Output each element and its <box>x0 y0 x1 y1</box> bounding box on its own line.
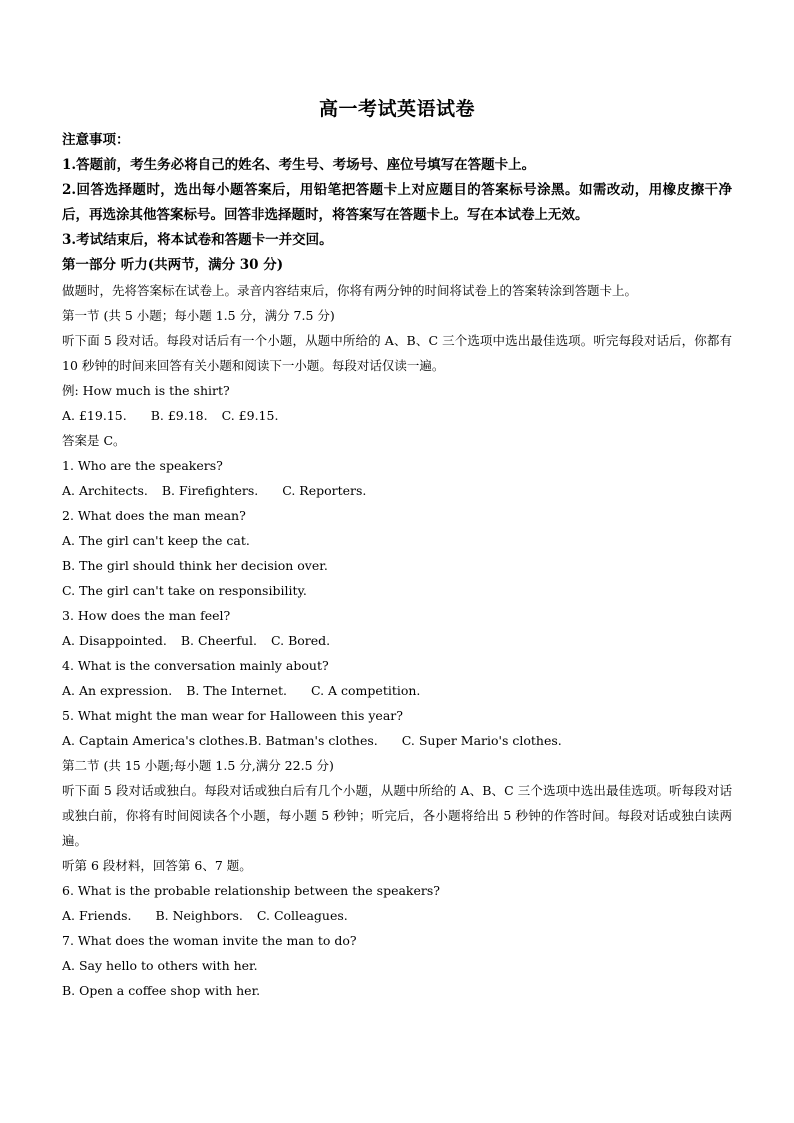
notice-item-3: 3.考试结束后，将本试卷和答题卡一并交回。 <box>62 232 333 248</box>
exam-page <box>62 96 732 1003</box>
q1-option-a: A. Architects. <box>62 483 148 498</box>
example-question: 例: How much is the shirt? <box>62 383 230 398</box>
question-4: 4. What is the conversation mainly about? <box>62 658 329 673</box>
example-option-c: C. £9.15. <box>221 408 279 423</box>
notice-item-1: 1.答题前，考生务必将自己的姓名、考生号、考场号、座位号填写在答题卡上。 <box>62 157 536 173</box>
q1-option-b: B. Firefighters. <box>161 483 259 498</box>
question-5: 5. What might the man wear for Halloween this year? <box>62 708 403 723</box>
example-option-a: A. £19.15. <box>62 408 127 423</box>
example-options <box>62 403 732 428</box>
q4-option-a: A. An expression. <box>62 683 173 698</box>
q5-option-a: A. Captain America's clothes. <box>62 733 249 748</box>
q6-option-c: C. Colleagues. <box>256 908 348 923</box>
q4-option-b: B. The Internet. <box>186 683 287 698</box>
q7-option-b: B. Open a coffee shop with her. <box>62 983 261 998</box>
example-option-b: B. £9.18. <box>150 408 208 423</box>
q2-option-b: B. The girl should think her decision over. <box>62 558 328 573</box>
q3-option-a: A. Disappointed. <box>62 633 167 648</box>
q7-option-a: A. Say hello to others with her. <box>62 958 258 973</box>
notice-heading: 注意事项： <box>62 132 130 148</box>
q6-option-a: A. Friends. <box>62 908 132 923</box>
question-5-options <box>62 728 732 753</box>
material-6-heading: 听第 6 段材料，回答第 6、7 题。 <box>62 858 252 873</box>
question-3-options <box>62 628 732 653</box>
question-2: 2. What does the man mean? <box>62 508 246 523</box>
question-1: 1. Who are the speakers? <box>62 458 223 473</box>
question-3: 3. How does the man feel? <box>62 608 231 623</box>
question-6-options <box>62 903 732 928</box>
part1-heading: 第一部分 听力(共两节，满分 30 分) <box>62 257 284 273</box>
question-1-options <box>62 478 732 503</box>
q2-option-c: C. The girl can't take on responsibility. <box>62 583 307 598</box>
q3-option-b: B. Cheerful. <box>180 633 258 648</box>
q5-option-c: C. Super Mario's clothes. <box>401 733 562 748</box>
section1-instructions: 听下面 5 段对话。每段对话后有一个小题，从题中所给的 A、B、C 三个选项中选出最佳选项。听完每段对话后，你都有 10 秒钟的时间来回答有关小题和阅读下一小题。每段对话仅读一遍。 <box>62 333 732 373</box>
section2-instructions: 听下面 5 段对话或独白。每段对话或独白后有几个小题，从题中所给的 A、B、C 三个选项中选出最佳选项。听每段对话或独白前，你将有时间阅读各个小题，每小题 5 秒钟；听完后，各小题将给出 5 秒钟的作答时间。每段对话或独白读两遍。 <box>62 783 732 848</box>
exam-title: 高一考试英语试卷 <box>318 98 475 120</box>
question-4-options <box>62 678 732 703</box>
question-7: 7. What does the woman invite the man to do? <box>62 933 357 948</box>
q3-option-c: C. Bored. <box>271 633 331 648</box>
notice-section <box>62 128 732 253</box>
q1-option-c: C. Reporters. <box>282 483 367 498</box>
q6-option-b: B. Neighbors. <box>155 908 243 923</box>
q2-option-a: A. The girl can't keep the cat. <box>62 533 250 548</box>
notice-item-2: 2.回答选择题时，选出每小题答案后，用铅笔把答题卡上对应题目的答案标号涂黑。如需改动，用橡皮擦干净后，再选涂其他答案标号。回答非选择题时，将答案写在答题卡上。写在本试卷上无效。 <box>62 182 732 223</box>
section2-heading: 第二节 (共 15 小题;每小题 1.5 分,满分 22.5 分) <box>62 758 334 773</box>
part1-section <box>62 253 732 1003</box>
part1-intro: 做题时，先将答案标在试卷上。录音内容结束后，你将有两分钟的时间将试卷上的答案转涂到答题卡上。 <box>62 283 638 298</box>
section1-heading: 第一节 (共 5 小题；每小题 1.5 分，满分 7.5 分) <box>62 308 335 323</box>
example-answer: 答案是 C。 <box>62 433 126 448</box>
q5-option-b: B. Batman's clothes. <box>248 733 378 748</box>
q4-option-c: C. A competition. <box>310 683 421 698</box>
question-6: 6. What is the probable relationship between the speakers? <box>62 883 440 898</box>
